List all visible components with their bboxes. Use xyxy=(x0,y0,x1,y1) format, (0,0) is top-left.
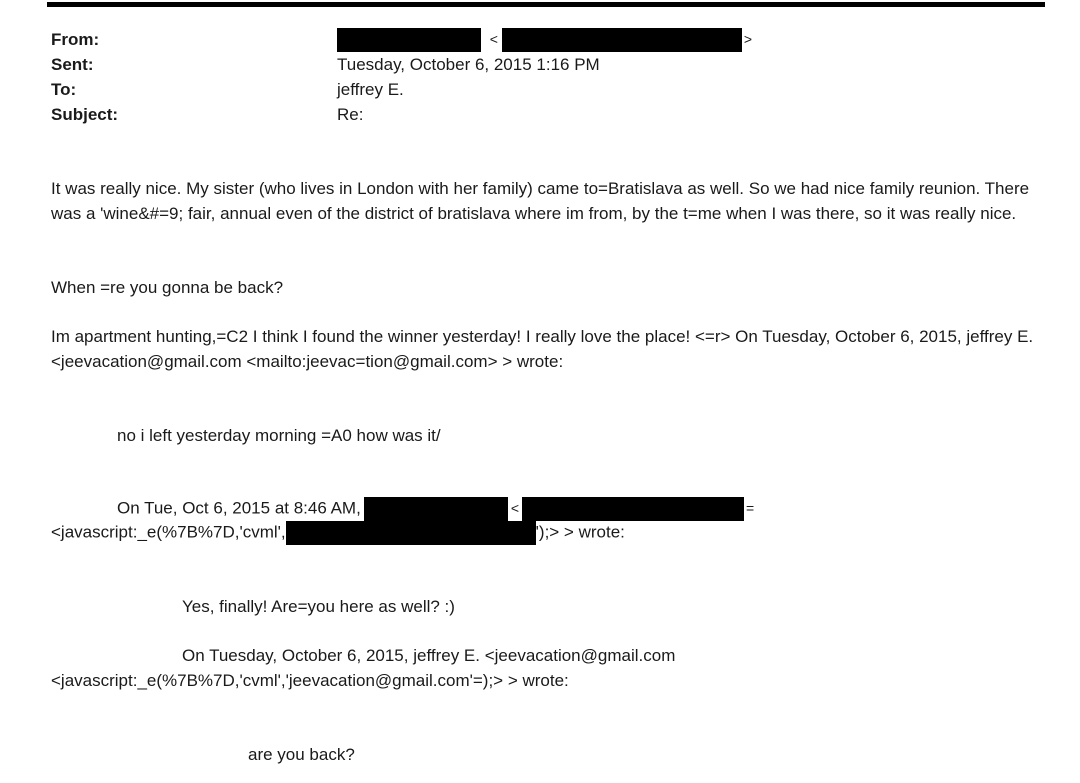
quoted-header-text: On Tue, Oct 6, 2015 at 8:46 AM, xyxy=(117,498,361,518)
subject-label: Subject: xyxy=(51,105,119,124)
to-label: To: xyxy=(51,80,77,99)
sent-value: Tuesday, October 6, 2015 1:16 PM xyxy=(337,55,600,74)
redaction-bar xyxy=(286,521,536,545)
quoted-header-2-line-2: <javascript:_e(%7B%7D,'cvml','jeevacation@gmail.com'=);> > wrote: xyxy=(51,671,569,690)
from-label: From: xyxy=(51,30,100,49)
from-angle-close: > xyxy=(743,31,753,48)
body-paragraph-2: When =re you gonna be back? xyxy=(51,278,284,297)
top-rule xyxy=(47,2,1045,7)
subject-value: Re: xyxy=(337,105,364,124)
body-paragraph-3: Im apartment hunting,=C2 I think I found the winner yesterday! I really love the place! <=r> On Tuesday, October 6, 2015, jeffrey E. <jeevacation@gmail.com <mailto:jeevac=tion@gmail.com> > wrote: xyxy=(51,327,1034,371)
quoted-header-2-line-1: On Tuesday, October 6, 2015, jeffrey E. <jeevacation@gmail.com xyxy=(182,646,676,665)
redaction-bar xyxy=(337,28,481,52)
quoted-angle-open: < xyxy=(510,500,519,517)
quoted-header-line-1 xyxy=(117,497,754,521)
from-value xyxy=(337,28,752,52)
sent-label: Sent: xyxy=(51,55,94,74)
quoted-javascript-suffix: ');> > wrote: xyxy=(535,522,625,542)
quoted-reply-1: no i left yesterday morning =A0 how was it/ xyxy=(117,426,441,445)
quoted-equals: = xyxy=(746,500,755,517)
quoted-header-line-2 xyxy=(51,521,625,545)
redaction-bar xyxy=(364,497,508,521)
quoted-reply-3: are you back? xyxy=(248,745,355,764)
to-value: jeffrey E. xyxy=(337,80,404,99)
quoted-javascript-prefix: <javascript:_e(%7B%7D,'cvml', xyxy=(51,522,286,542)
redaction-bar xyxy=(522,497,744,521)
redaction-bar xyxy=(502,28,742,52)
quoted-reply-2: Yes, finally! Are=you here as well? :) xyxy=(182,597,455,616)
from-angle-open: < xyxy=(489,31,498,48)
body-paragraph-1: It was really nice. My sister (who lives in London with her family) came to=Bratislava as well. So we had nice family reunion. There was a 'wine&#=9; fair, annual even of the district of bratislava where im from, by the t=me when I was there, so it was really nice. xyxy=(51,179,1030,223)
